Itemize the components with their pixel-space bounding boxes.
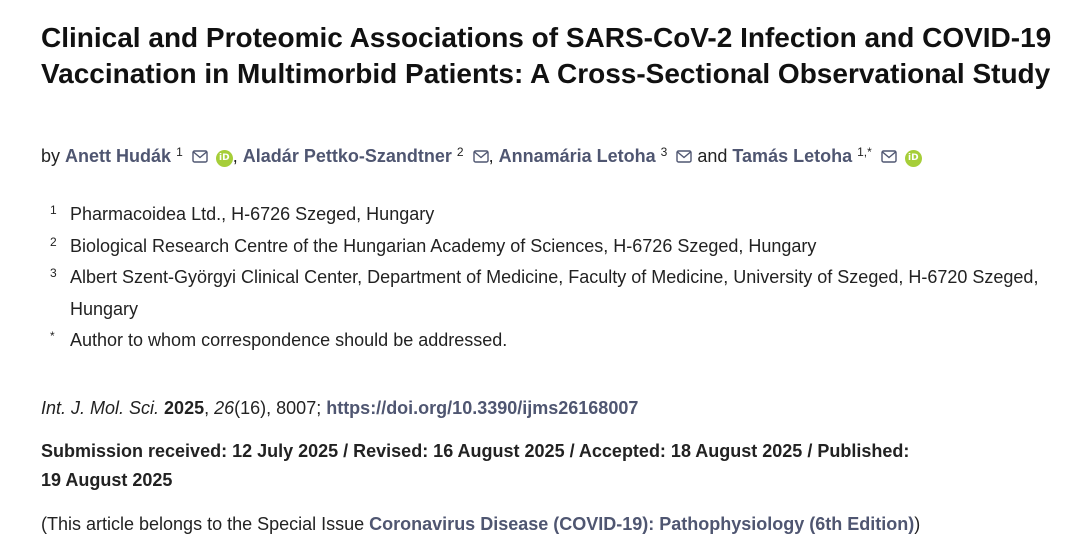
affiliation-item bbox=[41, 199, 1081, 231]
citation-article-number: , 8007; bbox=[266, 398, 327, 418]
affiliation-number: 1 bbox=[50, 203, 57, 217]
mail-icon[interactable] bbox=[192, 143, 208, 171]
affiliation-text: Albert Szent-Györgyi Clinical Center, Department of Medicine, Faculty of Medicine, University of Szeged, H-6720 Szeged, Hungary bbox=[70, 267, 1039, 319]
special-issue-note bbox=[41, 510, 1081, 538]
doi-link[interactable]: https://doi.org/10.3390/ijms26168007 bbox=[326, 398, 639, 418]
author-separator: and bbox=[692, 146, 733, 166]
article-title: Clinical and Proteomic Associations of SARS-CoV-2 Infection and COVID-19 Vaccination in Multimorbid Patients: A Cross-Sectional Observational Study bbox=[41, 22, 1052, 89]
citation-issue: (16) bbox=[234, 398, 267, 418]
affiliation-list bbox=[41, 199, 1081, 357]
author-name[interactable]: Aladár Pettko-Szandtner bbox=[242, 146, 452, 166]
by-label: by bbox=[41, 146, 61, 166]
citation-line bbox=[41, 394, 1081, 422]
mail-icon[interactable] bbox=[676, 143, 692, 171]
mail-icon[interactable] bbox=[881, 143, 897, 171]
affiliation-number: 2 bbox=[50, 234, 57, 249]
journal-name: Int. J. Mol. Sci. bbox=[41, 398, 160, 418]
author-affiliation-marker: 2 bbox=[456, 145, 464, 159]
citation-volume: 26 bbox=[214, 398, 235, 418]
author-name[interactable]: Annamária Letoha bbox=[498, 146, 656, 166]
mail-icon[interactable] bbox=[473, 143, 489, 171]
affiliation-item bbox=[41, 262, 1081, 325]
author-affiliation-marker: 1 bbox=[176, 145, 183, 159]
author-name[interactable]: Tamás Letoha bbox=[732, 146, 853, 166]
special-issue-suffix: ) bbox=[914, 514, 921, 534]
citation-year: 2025 bbox=[164, 398, 205, 418]
author-affiliation-marker: 3 bbox=[660, 145, 668, 159]
affiliation-number: 3 bbox=[50, 266, 57, 280]
author-name[interactable]: Anett Hudák bbox=[65, 146, 172, 166]
author-separator: , bbox=[232, 146, 243, 166]
citation-comma: , bbox=[204, 398, 215, 418]
author-separator: , bbox=[488, 146, 499, 166]
affiliation-number: * bbox=[50, 329, 55, 343]
affiliation-text: Pharmacoidea Ltd., H-6726 Szeged, Hungary bbox=[70, 204, 435, 224]
orcid-icon[interactable]: iD bbox=[216, 150, 233, 167]
affiliation-item bbox=[41, 325, 1081, 357]
special-issue-link[interactable]: Coronavirus Disease (COVID-19): Pathophysiology (6th Edition) bbox=[369, 514, 915, 534]
affiliation-text: Biological Research Centre of the Hungarian Academy of Sciences, H-6726 Szeged, Hungary bbox=[70, 235, 817, 256]
special-issue-prefix: (This article belongs to the Special Issue bbox=[41, 514, 370, 534]
affiliation-text: Author to whom correspondence should be addressed. bbox=[70, 330, 508, 350]
affiliation-item bbox=[41, 231, 1081, 263]
author-list bbox=[41, 142, 1081, 171]
publication-dates: Submission received: 12 July 2025 / Revised: 16 August 2025 / Accepted: 18 August 2025 / Published: 19 August 2025 bbox=[41, 441, 910, 490]
author-affiliation-marker: 1,* bbox=[857, 145, 872, 159]
orcid-icon[interactable]: iD bbox=[905, 150, 922, 167]
